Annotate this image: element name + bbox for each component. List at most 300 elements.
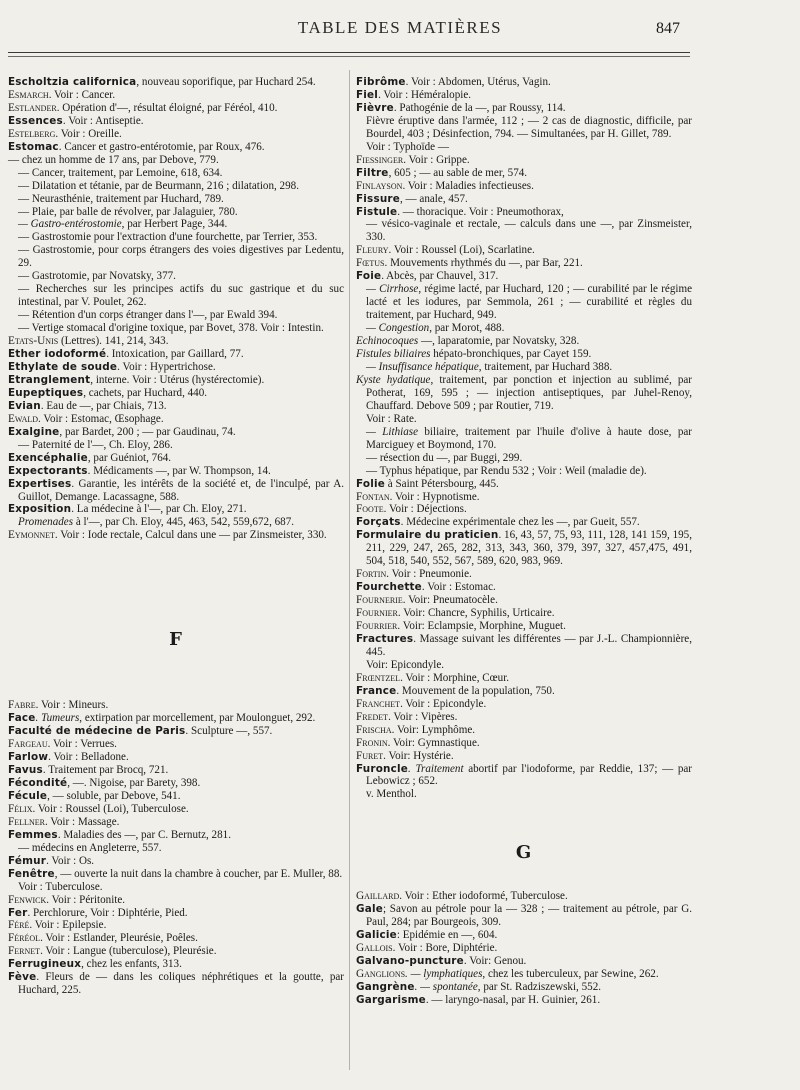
index-entry	[8, 387, 344, 400]
index-entry	[356, 206, 692, 219]
entry-text: — Recherches sur les principes actifs du suc gastrique et du suc intestinal, par V. Poulet, 262.	[18, 283, 344, 309]
entry-text: , — soluble, par Debove, 541.	[47, 789, 181, 802]
entry-term: Promenades	[18, 516, 74, 529]
index-entry	[356, 581, 692, 594]
index-entry	[356, 594, 692, 607]
entry-headword: Expectorants	[8, 464, 88, 477]
entry-text: . Voir : Estlander, Pleurésie, Poêles.	[40, 932, 198, 945]
entry-text: Voir: Epicondyle.	[366, 658, 445, 671]
entry-text: . Abcès, par Chauvel, 317.	[381, 270, 499, 283]
entry-text: . Voir: Hystérie.	[383, 749, 454, 762]
entry-headword: France	[356, 684, 397, 697]
entry-text: . Voir: Gymnastique.	[387, 736, 480, 749]
index-entry	[356, 89, 692, 102]
index-entry	[356, 788, 692, 801]
entry-headword: Farlow	[8, 751, 49, 764]
entry-name: Féréol	[8, 932, 41, 945]
index-entry	[356, 568, 692, 581]
entry-term: . — spontanée	[414, 981, 478, 993]
entry-name: Fortin	[356, 568, 387, 581]
entry-text: , interne. Voir : Utérus (hystérectomie).	[90, 373, 265, 386]
entry-headword: Filtre	[356, 166, 389, 179]
entry-text: — médecins en Angleterre, 557.	[18, 841, 162, 854]
index-entry	[356, 968, 692, 981]
entry-text: . Voir : Estomac.	[421, 581, 496, 594]
entry-name: Estelberg	[8, 127, 56, 140]
entry-text: . Voir : Roussel (Loi), Scarlatine.	[388, 244, 535, 257]
entry-text: , chez les tuberculeux, par Sewine, 262.	[482, 968, 659, 981]
index-entry	[356, 180, 692, 193]
index-entry	[8, 764, 344, 777]
entry-text: . Voir : Antiseptie.	[62, 114, 144, 127]
entry-headword: Fiel	[356, 88, 379, 101]
entry-text: —, laparatomie, par Novatsky, 328.	[418, 335, 580, 348]
entry-text: . 16, 43, 57, 75, 93, 111, 128, 141 159, 195, 211, 229, 247, 265, 282, 313, 343, 360, 379, 397, 327, 457,475, 491, 504, 518, 540, 552, 567, 589, 620, 983, 969.	[366, 529, 692, 568]
index-entry	[8, 919, 344, 932]
entry-headword: Exalgine	[8, 425, 60, 438]
entry-term: . Traitement	[408, 762, 464, 775]
entry-text: — Dilatation et tétanie, par de Beurmann, 216 ; dilatation, 298.	[18, 179, 299, 192]
entry-name: Fournier	[356, 607, 398, 620]
entry-text: . Mouvements rhythmés du —, par Bar, 221.	[384, 257, 583, 270]
index-entry	[8, 154, 344, 167]
index-entry	[8, 439, 344, 452]
entry-headword: Fibrôme	[356, 76, 406, 88]
index-entry	[356, 607, 692, 620]
index-entry	[356, 115, 692, 141]
index-entry	[356, 698, 692, 711]
entry-text: . Voir : Maladies infectieuses.	[402, 179, 534, 192]
entry-text: . Médicaments —, par W. Thompson, 14.	[87, 464, 271, 477]
entry-text: . Voir : Grippe.	[403, 153, 470, 166]
entry-headword: Face	[8, 712, 36, 725]
entry-name: Fleury	[356, 244, 389, 257]
index-entry	[8, 452, 344, 465]
index-entry	[356, 711, 692, 724]
entry-text: , traitement, par ponction et injection au sublimé, par Potherat, 169, 595 ; — injection antiseptiques, par Juhel-Renoy, Chauffard. Debove 509 ; par Routier, 719.	[366, 373, 692, 412]
entry-text: . Voir : Os.	[46, 854, 95, 867]
entry-text: . — laryngo-nasal, par H. Guinier, 261.	[425, 993, 601, 1006]
index-entry	[8, 503, 344, 516]
index-entry	[356, 529, 692, 568]
entry-text: Voir : Tuberculose.	[18, 880, 103, 893]
entry-text: . Voir: Lymphôme.	[391, 723, 476, 736]
index-entry	[8, 738, 344, 751]
entry-headword: Fève	[8, 971, 37, 984]
entry-text: . Voir : Epicondyle.	[400, 697, 487, 710]
entry-headword: Faculté de médecine de Paris	[8, 725, 186, 738]
index-entry	[356, 685, 692, 698]
index-entry	[8, 413, 344, 426]
entry-headword: Fécondité	[8, 776, 68, 789]
entry-text: , par Morot, 488.	[429, 322, 505, 335]
index-entry	[8, 335, 344, 348]
index-entry	[356, 890, 692, 903]
index-entry	[356, 763, 692, 789]
index-entry	[8, 842, 344, 855]
entry-headword: Etranglement	[8, 373, 91, 386]
entry-headword: Fourchette	[356, 581, 422, 594]
section-letter: F	[169, 629, 183, 651]
entry-text: . Perchlorure, Voir : Diphtérie, Pied.	[27, 906, 188, 919]
entry-headword: Foie	[356, 270, 382, 283]
index-entry	[8, 958, 344, 971]
index-entry	[8, 516, 344, 529]
entry-text: — chez un homme de 17 ans, par Debove, 779.	[8, 153, 219, 166]
index-entry	[8, 529, 344, 542]
index-entry	[356, 942, 692, 955]
index-entry	[8, 322, 344, 335]
entry-name: Etats-Unis	[8, 335, 59, 348]
index-entry	[356, 348, 692, 361]
entry-text: . Voir : Abdomen, Utérus, Vagin.	[405, 76, 551, 88]
entry-text: — Typhus hépatique, par Rendu 532 ; Voir : Weil (maladie de).	[366, 464, 647, 477]
index-entry	[8, 206, 344, 219]
entry-headword: Folie	[356, 477, 385, 490]
entry-text: . Mouvement de la population, 750.	[396, 684, 555, 697]
entry-term: — Congestion	[366, 322, 430, 335]
index-entry	[356, 426, 692, 452]
index-entry	[8, 932, 344, 945]
index-entry	[356, 218, 692, 244]
entry-text: — Rétention d'un corps étranger dans l'—, par Ewald 394.	[18, 309, 278, 322]
index-entry	[356, 994, 692, 1007]
index-entry	[8, 751, 344, 764]
index-entry	[8, 231, 344, 244]
entry-text: — Plaie, par balle de révolver, par Jalaguier, 780.	[18, 205, 238, 218]
index-entry	[8, 102, 344, 115]
index-entry	[356, 244, 692, 257]
entry-name: Fœtus	[356, 257, 385, 270]
entry-name: Ganglions	[356, 968, 406, 981]
entry-term: — Insuffisance hépatique	[366, 360, 479, 373]
entry-text: hépato-bronchiques, par Cayet 159.	[430, 348, 592, 361]
index-entry	[356, 659, 692, 672]
index-entry	[8, 115, 344, 128]
index-entry	[356, 981, 692, 994]
index-entry	[356, 491, 692, 504]
entry-headword: Fer	[8, 906, 28, 919]
entry-headword: Ethylate de soude	[8, 360, 118, 373]
entry-name: Félix	[8, 802, 33, 815]
entry-headword: Fémur	[8, 854, 47, 867]
index-entry	[8, 478, 344, 504]
index-entry	[8, 128, 344, 141]
right-column	[356, 76, 692, 1007]
index-entry	[8, 180, 344, 193]
entry-text: — Gastrostomie pour l'extraction d'une fourchette, par Terrier, 353.	[18, 231, 318, 244]
index-entry	[356, 193, 692, 206]
index-entry	[356, 335, 692, 348]
entry-text: . Massage suivant les différentes — par J.-L. Championnière, 445.	[366, 632, 692, 658]
entry-text: . Voir : Héméralopie.	[378, 88, 472, 101]
entry-headword: Fécule	[8, 789, 48, 802]
entry-text: . Voir : Massage.	[44, 815, 120, 828]
entry-text: . Voir : Langue (tuberculose), Pleurésie.	[40, 945, 217, 958]
entry-text: , régime lacté, par Huchard, 120 ; — curabilité par le régime lacté et les iodures, par Semmola, 261 ; — curabilité et règles du traitement, par Huchard, 949.	[366, 283, 693, 322]
entry-text: (Lettres). 141, 214, 343.	[58, 335, 169, 348]
entry-name: Finlayson	[356, 179, 403, 192]
entry-text: . Sculpture —, 557.	[185, 725, 273, 738]
entry-text: . Voir : Roussel (Loi), Tuberculose.	[32, 802, 189, 815]
header-rule-thin	[8, 56, 690, 57]
entry-text: , nouveau soporifique, par Huchard 254.	[136, 76, 316, 88]
index-entry	[8, 945, 344, 958]
page-number: 847	[656, 20, 680, 37]
index-entry	[8, 971, 344, 997]
index-entry	[8, 881, 344, 894]
index-entry	[356, 154, 692, 167]
index-entry	[8, 907, 344, 920]
index-entry	[356, 903, 692, 929]
entry-name: Furet	[356, 749, 384, 762]
entry-text: . — thoracique. Voir : Pneumothorax,	[397, 205, 564, 218]
index-entry	[8, 855, 344, 868]
entry-name: Fenwick	[8, 893, 47, 906]
entry-text: . Maladies des —, par C. Bernutz, 281.	[57, 828, 231, 841]
entry-headword: Expertises	[8, 477, 72, 490]
entry-term: — Gastro-entérostomie	[18, 218, 122, 231]
entry-text: — Paternité de l'—, Ch. Eloy, 286.	[18, 438, 173, 451]
entry-headword: Galvano-puncture	[356, 955, 464, 968]
page-title: TABLE DES MATIÈRES	[297, 18, 503, 37]
index-entry	[8, 89, 344, 102]
entry-headword: Galicie	[356, 929, 397, 942]
index-entry	[356, 955, 692, 968]
index-entry	[8, 829, 344, 842]
entry-text: , par Bardet, 200 ; — par Gaudinau, 74.	[59, 425, 236, 438]
entry-text: . Voir : Ether iodoformé, Tuberculose.	[399, 890, 568, 903]
index-entry	[356, 167, 692, 180]
entry-name: Fronin	[356, 736, 388, 749]
entry-text: . Intoxication, par Gaillard, 77.	[106, 348, 244, 361]
index-entry	[356, 141, 692, 154]
entry-text: v. Menthol.	[366, 788, 417, 801]
entry-headword: Gangrène	[356, 981, 415, 993]
entry-term: — Cirrhose	[366, 283, 419, 296]
entry-text: Fièvre éruptive dans l'armée, 112 ; — 2 cas de diagnostic, difficile, par Bourdel, 403 ; Désinfection, 794. — Simultanées, par H. Gillet, 789.	[366, 114, 692, 140]
index-entry	[8, 193, 344, 206]
index-entry	[8, 141, 344, 154]
entry-name: Fournerie	[356, 594, 403, 607]
entry-text: , traitement, par Huchard 388.	[478, 360, 613, 373]
entry-name: Féré	[8, 919, 30, 932]
entry-headword: Fissure	[356, 192, 400, 205]
entry-text: , —. Nigoise, par Barety, 398.	[67, 776, 201, 789]
index-entry	[8, 816, 344, 829]
entry-text: . Traitement par Brocq, 721.	[42, 764, 169, 777]
entry-text: Voir : Rate.	[366, 412, 417, 425]
entry-text: — résection du —, par Buggi, 299.	[366, 451, 523, 464]
index-entry	[356, 283, 692, 322]
index-entry	[356, 478, 692, 491]
index-entry	[8, 218, 344, 231]
index-entry	[8, 465, 344, 478]
entry-name: Fabre	[8, 699, 36, 712]
entry-headword: Forçats	[356, 516, 401, 529]
index-entry	[8, 699, 344, 712]
entry-text: , chez les enfants, 313.	[81, 958, 182, 971]
index-entry	[8, 777, 344, 790]
entry-text: , — ouverte la nuit dans la chambre à coucher, par E. Muller, 88.	[54, 867, 343, 880]
entry-text: . Opération d'—, résultat éloigné, par Féréol, 410.	[56, 101, 278, 114]
entry-term: . — lymphatiques	[405, 968, 483, 981]
left-column	[8, 76, 344, 997]
index-entry	[356, 503, 692, 516]
index-entry	[8, 868, 344, 881]
entry-text: . Voir : Verrues.	[47, 738, 117, 751]
entry-text: . Cancer et gastro-entérotomie, par Roux, 476.	[58, 140, 265, 153]
entry-text: . Voir : Cancer.	[48, 88, 116, 101]
header-rule	[8, 52, 690, 53]
entry-text: , par St. Radziszewski, 552.	[477, 981, 602, 993]
entry-headword: Formulaire du praticien	[356, 529, 499, 542]
entry-headword: Ether iodoformé	[8, 348, 107, 361]
entry-headword: Fenêtre	[8, 867, 55, 880]
index-entry	[356, 516, 692, 529]
entry-name: Fernet	[8, 945, 41, 958]
section-letter: G	[515, 842, 533, 864]
index-entry	[356, 270, 692, 283]
entry-text: , par Herbert Page, 344.	[121, 218, 228, 231]
entry-headword: Eupeptiques	[8, 386, 84, 399]
index-entry	[8, 374, 344, 387]
entry-text: . Voir : Morphine, Cœur.	[400, 671, 510, 684]
entry-text: . Voir : Belladone.	[48, 751, 129, 764]
page-header	[0, 14, 800, 44]
entry-headword: Evian	[8, 399, 41, 412]
index-entry	[356, 620, 692, 633]
entry-headword: Estomac	[8, 140, 59, 153]
index-entry	[8, 712, 344, 725]
entry-text: , 605 ; — au sable de mer, 574.	[388, 166, 528, 179]
entry-name: Fargeau	[8, 738, 48, 751]
entry-text: — Cancer, traitement, par Lemoine, 618, 634.	[18, 166, 223, 179]
index-entry	[356, 465, 692, 478]
entry-text: ; Savon au pétrole pour la — 328 ; — traitement au pétrole, par G. Paul, 284; par Bourgeois, 309.	[366, 903, 692, 929]
entry-name: Fiessinger	[356, 153, 404, 166]
entry-headword: Furoncle	[356, 762, 409, 775]
index-entry	[8, 167, 344, 180]
index-entry	[8, 361, 344, 374]
index-entry	[8, 270, 344, 283]
entry-text: . Fleurs de — dans les coliques néphrétiques et la goutte, par Huchard, 225.	[18, 971, 344, 997]
entry-name: Foote	[356, 503, 384, 516]
entry-text: . Eau de —, par Chiais, 713.	[40, 399, 167, 412]
entry-name: Ewald	[8, 412, 39, 425]
index-entry	[8, 725, 344, 738]
index-entry	[8, 76, 344, 89]
index-entry	[356, 672, 692, 685]
entry-text: . Voir : Iode rectale, Calcul dans une — par Zinsmeister, 330.	[54, 529, 327, 542]
entry-headword: Essences	[8, 114, 63, 127]
index-entry	[8, 803, 344, 816]
entry-name: Eymonnet	[8, 529, 55, 542]
index-entry	[356, 374, 692, 413]
entry-text: , extirpation par morcellement, par Moulonguet, 292.	[79, 712, 316, 725]
entry-text: — Gastrotomie, par Novatsky, 377.	[18, 270, 176, 283]
entry-name: Gallois	[356, 942, 393, 955]
entry-name: Franchet	[356, 697, 401, 710]
entry-text: . Voir : Mineurs.	[35, 699, 109, 712]
entry-text: . Voir : Oreille.	[55, 127, 122, 140]
entry-text: abortif par l'iodoforme, par Reddie, 137; — par Lebowicz ; 652.	[366, 762, 692, 788]
entry-term: Echinocoques	[356, 335, 419, 348]
entry-text: . La médecine à l'—, par Ch. Eloy, 271.	[71, 503, 247, 516]
entry-headword: Fièvre	[356, 101, 394, 114]
entry-text: . Voir: Chancre, Syphilis, Urticaire.	[397, 607, 555, 620]
entry-term: Kyste hydatique	[356, 373, 431, 386]
entry-headword: Gale	[356, 903, 383, 916]
entry-name: Frischa	[356, 723, 392, 736]
entry-text: . Voir : Epilepsie.	[29, 919, 107, 932]
entry-text: . Pathogénie de la —, par Roussy, 114.	[393, 101, 566, 114]
index-entry	[356, 76, 692, 89]
entry-text: . Voir : Péritonite.	[46, 893, 126, 906]
index-entry	[8, 283, 344, 309]
index-entry	[8, 400, 344, 413]
entry-headword: Exencéphalie	[8, 451, 88, 464]
entry-text: — Gastrostomie, pour corps étrangers des voies digestives par Ledentu, 29.	[18, 244, 344, 270]
entry-name: Fredet	[356, 710, 389, 723]
entry-text: . Voir: Pneumatocèle.	[402, 594, 498, 607]
entry-name: Fellner	[8, 815, 45, 828]
entry-headword: Exposition	[8, 503, 72, 516]
entry-text: , par Guéniot, 764.	[87, 451, 172, 464]
entry-text: . Voir : Hypertrichose.	[117, 360, 216, 373]
entry-text: — vésico-vaginale et rectale, — calculs dans une —, par Zinsmeister, 330.	[366, 218, 692, 244]
entry-text: — Neurasthénie, traitement par Huchard, 789.	[18, 192, 224, 205]
entry-text: . Voir: Genou.	[463, 955, 527, 968]
index-entry	[356, 737, 692, 750]
entry-text: biliaire, traitement par l'huile d'olive à haute dose, par Marciguey et Boymond, 170.	[366, 425, 692, 451]
entry-name: Esmarch	[8, 88, 49, 101]
entry-name: Fontan	[356, 490, 390, 503]
index-entry	[8, 426, 344, 439]
index-entry	[356, 322, 692, 335]
index-entry	[356, 633, 692, 659]
entry-headword: Escholtzia californica	[8, 76, 137, 88]
entry-text: Voir : Typhoïde —	[366, 140, 449, 153]
entry-text: . Voir : Hypnotisme.	[389, 490, 480, 503]
index-entry	[356, 929, 692, 942]
entry-text: . Médecine expérimentale chez les —, par Gueit, 557.	[400, 516, 640, 529]
entry-headword: Gargarisme	[356, 993, 426, 1006]
index-entry	[8, 790, 344, 803]
entry-name: Gaillard	[356, 890, 400, 903]
index-entry	[356, 724, 692, 737]
entry-term: Fistules biliaires	[356, 348, 431, 361]
entry-term: — Lithiase	[366, 425, 418, 438]
entry-text: , cachets, par Huchard, 440.	[83, 386, 208, 399]
entry-text: . Voir: Eclampsie, Morphine, Muguet.	[397, 620, 566, 633]
column-divider	[349, 70, 350, 1070]
index-entry	[8, 244, 344, 270]
entry-text: — Vertige stomacal d'origine toxique, par Bovet, 378. Voir : Intestin.	[18, 322, 324, 335]
index-entry	[356, 102, 692, 115]
index-entry	[8, 348, 344, 361]
index-entry	[356, 361, 692, 374]
index-entry	[356, 452, 692, 465]
entry-text: , — anale, 457.	[400, 192, 468, 205]
entry-name: Estlander	[8, 101, 57, 114]
entry-text: . Voir : Estomac, Œsophage.	[38, 412, 164, 425]
index-entry	[356, 257, 692, 270]
entry-text: : Epidémie en —, 604.	[396, 929, 498, 942]
index-entry	[356, 750, 692, 763]
entry-headword: Femmes	[8, 828, 58, 841]
entry-headword: Fistule	[356, 205, 398, 218]
